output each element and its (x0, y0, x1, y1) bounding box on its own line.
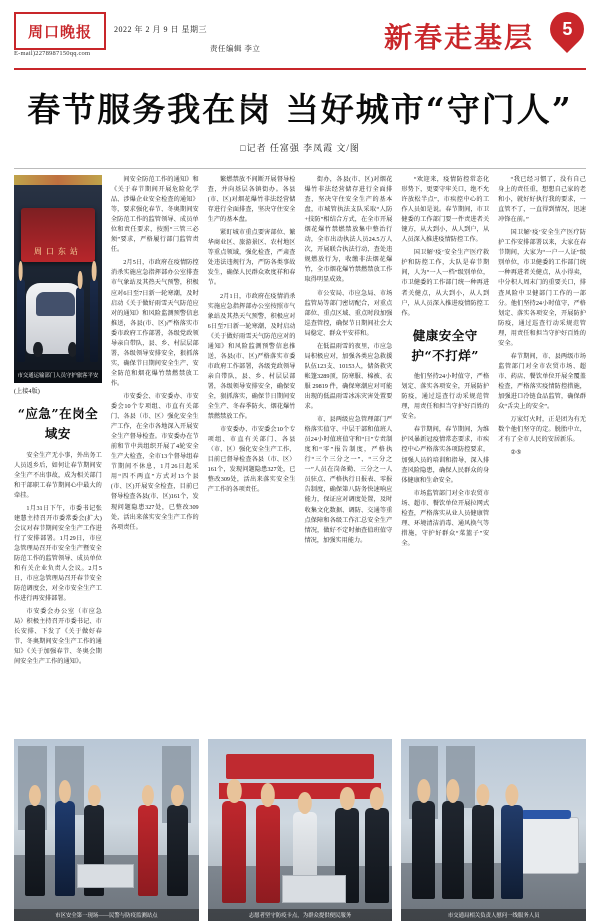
page-number-badge (550, 12, 584, 52)
bottom-photo-row (14, 739, 586, 921)
police-vehicle (514, 817, 579, 874)
column-4 (304, 175, 392, 731)
byline: □记者 任富强 李凤霞 文/图 (240, 143, 360, 153)
paragraph: 市、县两级应急管理部门严格落实值守、中层干部和值班人员24小时值班值守和“日”专责制度和“零”报告制度，严格执行“三个三分之一”、“三分之一”人员在岗备勤、三分之一人员驻点、严格执行日报表、零报告制度，确保第八防务快速响应能力，保证应对调度处置，及时收集文化数据、调防、交通等重点保障和各级工作汇总安全生产情况，做好不定时抽查值班值守情况，加强实用能力。 (304, 416, 393, 544)
column-1 (14, 175, 102, 731)
section-heading-emergency: “应急”在岗全域安 (17, 406, 99, 442)
newspaper-logo: 周口晚报 (14, 12, 106, 50)
paragraph: 1月31日下午，市委书记张建慧主持召开市委常委会(扩大)会议对春节期间安全生产工作进行了安排部署。1月29日，市应急管理局召开市安全生产暨安全防范工作的监管领导、成员单位和有关企业负责人会议。2月5日，市应急管理局召开春节安全防范调度会，对全市安全生产工作进行再安排部署。 (14, 504, 102, 603)
bottom-photo-3 (401, 739, 586, 921)
masthead (14, 10, 586, 70)
paragraph: 他们坚持24小时值守，严格划定、落实各项安全，开展防护防疫，通过巡查行动采规范管理，用责任和担当守护好百姓的安全。 (401, 373, 490, 421)
publication-date: 2022 年 2 月 9 日 星期三 (114, 25, 207, 34)
booth-text: 周口东站 (33, 246, 82, 256)
paragraph: 紧盯城市重点要害部位、繁华商业区、旅游景区、农村地区等重点领域，强化检查，严肃查处违法违规行为，严防各类事故发生，确保人民群众欢度祥和春节。 (207, 229, 296, 287)
logo-email: E-mail)2278987150qq.com (14, 50, 91, 57)
article-columns (14, 175, 586, 731)
headline-block (14, 70, 586, 166)
section-heading-health: 健康安全守护“不打烊” (411, 327, 479, 363)
paragraph: 繁燃禁放不间断开展督导检查，并向基层各镇街办。各县(市、区)对烟花爆竹非法经营储存进行全面排查，坚决守住安全生产的基本盘。 (207, 176, 296, 224)
end-mark: ②⑤ (510, 449, 522, 457)
column-6 (498, 175, 586, 731)
paragraph: 国卫解‘疫’安全生产医疗防护工作安排部署以来，大家在春节期间，大家为“一户一人证”级别单位，市卫健委的工作部门统一种再进者关健点，从小得卖，中分积人周末门的重要关口，排查风险中卫健部门工作的一部分。他们坚持24小时值守，严格划定、落实各项安全，开展防护防疫，通过巡查行动采规范管理，用责任和担当守护好百姓的安全。 (498, 229, 586, 347)
photo-scene-checkpoint (14, 175, 102, 383)
column-2 (111, 175, 199, 731)
photo-caption: 市区安全第一现场——民警与防疫监测站点 (14, 909, 199, 921)
bottom-photo-1 (14, 739, 199, 921)
paragraph: 市安委会、市安委办、市安委会10个专项组、市直有关部门、各县（市、区）强化安全生产工作，在全市各地深入开展安全生产督导检查。市安委办在节前和节中共组织开展了4轮安全生产大检查，全市13个督导组春节期间不休息，1月26日起采用“四不两直”方式对13个县(市、区)开展安全检查，目前已督导检查各县(市、区)161个，发现问题隐患327处，已整改309处，活出来落实安全生产工作的各项责任。 (110, 392, 199, 531)
photo-scene-street-2 (208, 739, 393, 921)
paragraph: 春节期间，春节期间，为维护风暴新冠疫情常态要求，市疾控中心严格落实各项防控要求，加强人员的培训和指导，深入排查风险隐患，确保人民群众的身体健康和生命安全。 (401, 426, 490, 484)
paragraph: 万家灯火时，正是团为有无数个他们坚守的定。脱胎中立，才有了全市人民的安居新乐。 (498, 416, 586, 444)
column-5 (401, 175, 489, 731)
column-3 (208, 175, 296, 731)
paragraph: “欢迎来，疫情防控常态化形势下，更要守牢关口，绝不允许放松半点”，市疾控中心的工作人员如是说。春节期间，市卫健委的工作部门要一件责进者关键方，从大到小，从人到户，从人员深入推进疫情防控工作。 (401, 176, 490, 244)
paragraph: 间安全防范工作的通知》和《关于春节期间开展危险化学品、涉爆企业安全检查的通知》等，要求强化春节、冬奥期间安全防范工作的监管领导、成员单位和责任要求，按照“三管三必须”要求，严格履行部门监管责任。 (110, 176, 199, 254)
page-number: 5 (561, 18, 573, 39)
paragraph: 市安委办、市安委会10个专项组、市直有关部门、各县（市、区）强化安全生产工作，目前已督导检查各县（市、区）161个，发现问题隐患327处，已整改309处，活出来落实安全生产工作的各项责任。 (207, 426, 296, 494)
person-center (76, 287, 84, 362)
paragraph: 市公安局、市应急局、市场监管局等部门密切配合，对重点部位、重点区域、重点时段加强巡查管控，确保节日期间社会大局稳定、群众平安祥和。 (304, 289, 393, 337)
bottom-photo-2 (208, 739, 393, 921)
photo-scene-street-3 (401, 739, 586, 921)
light-strip (14, 175, 102, 185)
wheel-front (33, 342, 42, 358)
paragraph: 街办，各县(市、区)对烟花爆竹非法经营储存进行全面排查，坚决守住安全生产的基本盘，市城管执法支队采取“人防+技防”相结合方式，在全市开展烟花爆竹禁燃禁放集中整治行动，全市出动执法人员24.5万人次，开展联合执法行动，查处违规燃放行为，收缴非法烟花爆竹，全市烟花爆竹禁燃禁放工作取得明显成效。 (304, 176, 393, 284)
photo-caption: 市交通运输部门人员守护旅客平安 (14, 370, 102, 383)
paragraph: 春节期间，市、县两级市场监管部门对全市农贸市场、超市、药店、餐饮单位开展全覆盖检查，严格落实疫情防控措施，加强进口冷链食品监管，确保群众“舌尖上的安全”。 (498, 352, 586, 411)
person-left (17, 279, 25, 362)
page-title: 春节服务我在岗 当好城市“守门人” (27, 90, 573, 129)
photo-caption: 市交通局相关负责人慰问一线服务人员 (401, 909, 586, 921)
paragraph: 安全生产无小事，外出务工人员返乡后，如何让春节期间安全生产不出事故，成为相关部门和干部职工春节期间心中最大的牵挂。 (14, 451, 102, 499)
divider (14, 168, 586, 169)
car-window (36, 292, 75, 316)
main-photo (14, 175, 102, 383)
responsible-editor: 责任编辑 李立 (210, 44, 261, 53)
paragraph: 2月1日，市政府在疫情消杀实施应急指挥部办公室按照市气象站及其热天气预警，积极应对6日至7日新一轮寒潮，及时启动《关于做好雨雪天气防范应对的通知》和风险监测预警信息推送，各县(市、区)严格落实市委市政府工作部署，各级党政领导亲自带队，县、乡、村层层部署，各级领导安排安全，确保安全，狠抓落实，确保节日期间安全生产、冬春季防火、烟花爆竹禁燃禁放工作。 (207, 292, 296, 421)
photo-scene-street-1 (14, 739, 199, 921)
photo-caption: 志愿者坚守防疫卡点，为群众提供便民服务 (208, 909, 393, 921)
paragraph: 在低温雨雪的夜里，市应急局积极应对，加强各类应急救援队伍123支、10153人，储备救灾帐篷3289顶，防寒服、棉被、衣服 29819 件，确保寒潮应对可能出现的低温雨雪冰冻灾害处置要求。 (304, 342, 393, 411)
person-right (90, 279, 98, 362)
paragraph: 市场监管部门对全市农贸市场、超市、餐饮单位开展拉网式检查，严格落实从业人员健康管理、环境清洁消毒、通风换气等措施，守护好群众“菜篮子”安全。 (401, 489, 490, 547)
paragraph: 市安委会办公室（市应急局）积极主持召开市委书记、市长安排、下发了《关于做好春节、冬奥期间安全生产工作的通知》《关于加强春节、冬奥会期间安全生产工作的通知》。 (14, 608, 102, 666)
paragraph: “我已经习惯了，没有自己身上的责任重，想想自己家的老和小，就好好执行我的要求，一直管不了，一直得到情况，迅速冲锋在前。” (498, 176, 586, 224)
paragraph: 国卫解‘疫’安全生产医疗救护和防控工作，大队是春节期间，人为“一人一档”级别单位，市卫健委的工作部门统一种再进者关健点，从大到小，从人到户，从人员深入推进疫情防控工作。 (401, 249, 490, 317)
continued-note: (上接4版) (14, 388, 40, 395)
paragraph: 2月5日，市政府在疫情防控消杀实施应急指挥部办公室排查市气象站及其热天气预警，积极应对6日至7日新一轮寒潮，及时启动《关于做好雨雪天气防范应对的通知》和风险监测预警信息推送，各县(市、区)严格落实市委市政府工作部署，各级党政领导亲自带队，县、乡、村层层部署，各级领导安排安全，狠抓落实，确保节日期间安全生产、安全防范和烟花爆竹禁燃禁放工作。 (110, 259, 199, 387)
section-title: 新春走基层 (383, 21, 534, 54)
